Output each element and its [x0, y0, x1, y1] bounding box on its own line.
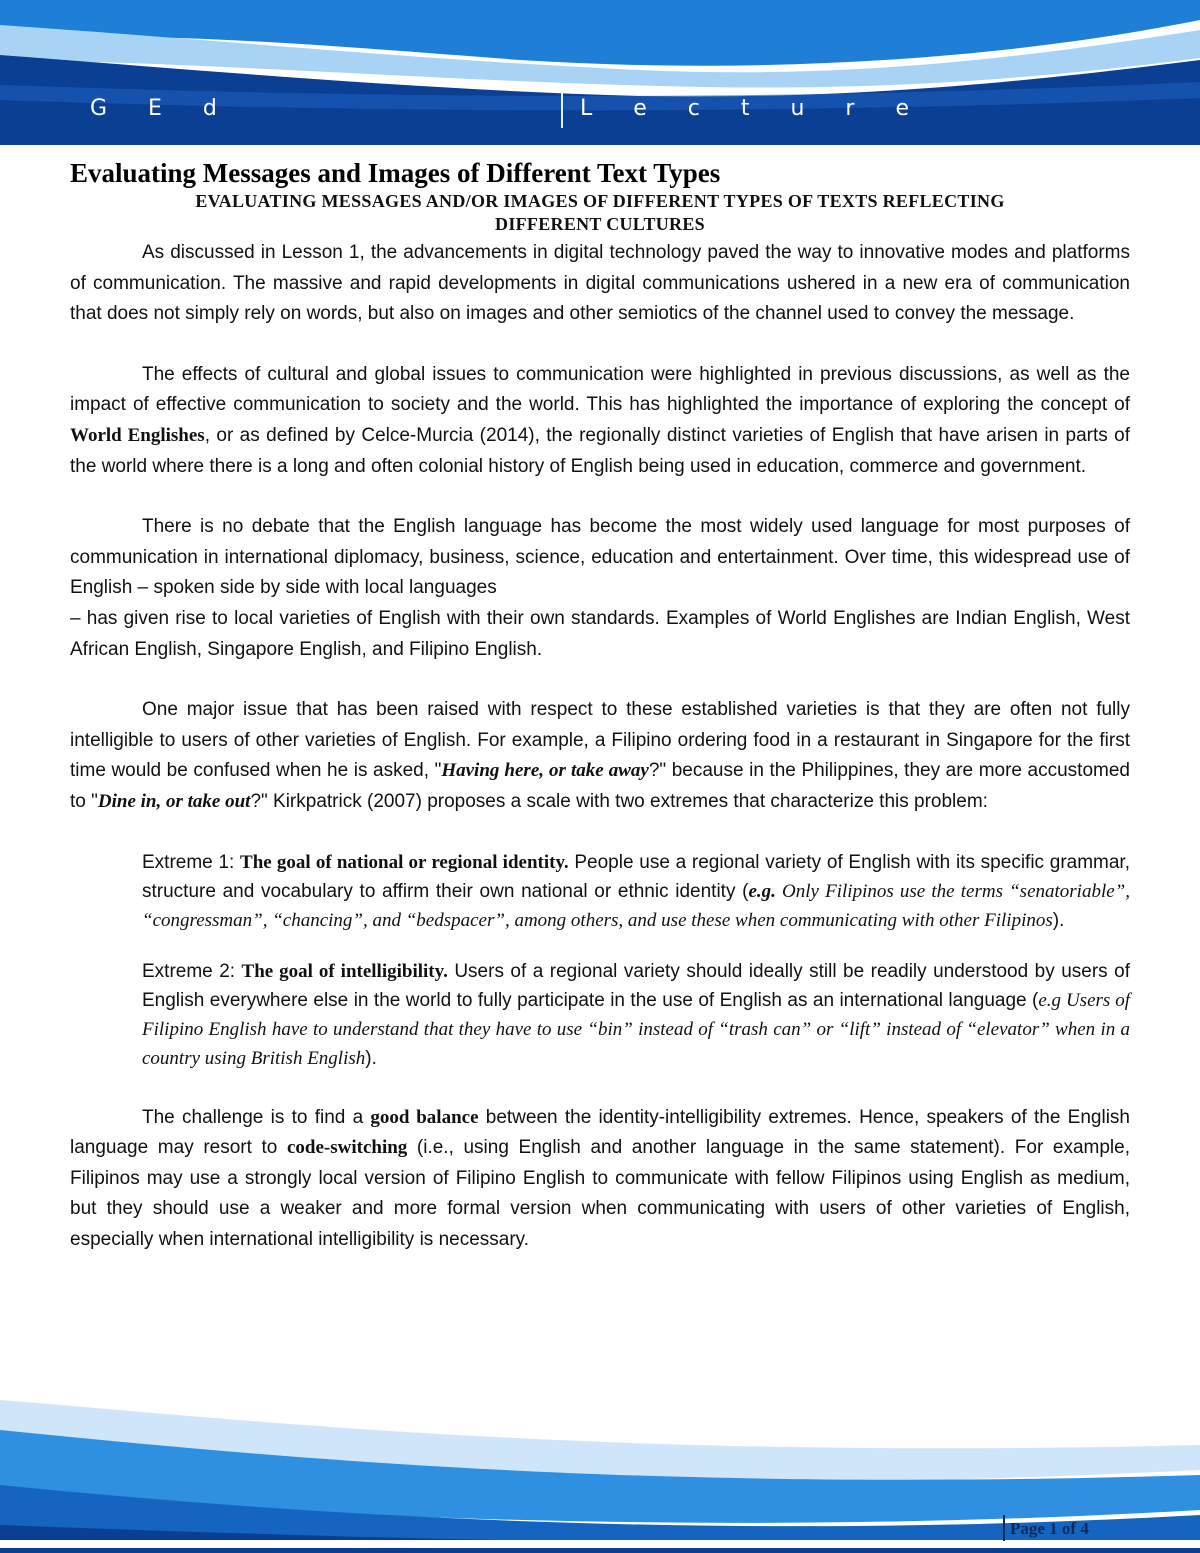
term-code-switching: code-switching: [286, 1137, 408, 1159]
p5-text-b: between the identity-intelligibility extremes. Hence, speakers of the English language may resort to: [70, 1106, 1130, 1159]
paragraph-4: [70, 695, 1130, 817]
paragraph-3: There is no debate that the English language has become the most widely used language for most purposes of communication in international diplomacy, business, science, education and entertainment. Over time, this widespread use of English – spoken side by side with local languages: [70, 516, 1130, 599]
header-banner: [0, 0, 1200, 145]
header-section-label: L e c t u r e: [580, 96, 926, 121]
paragraph-5: [70, 1103, 1130, 1256]
footer-divider: [1003, 1515, 1005, 1541]
paragraph-1: As discussed in Lesson 1, the advancements in digital technology paved the way to innovative modes and platforms of communication. The massive and rapid developments in digital communications ushered in a new era of communication that does not simply rely on words, but also on images and other semiotics of the channel used to convey the message.: [70, 242, 1130, 325]
extreme-2-text: Users of a regional variety should ideally still be readily understood by users of English everywhere else in the world to fully participate in the use of English as an international language (: [142, 960, 1130, 1011]
extreme-2-end: ).: [365, 1047, 377, 1069]
p5-text-c: (i.e., using English and another language in the same statement). For example, Filipinos may use a strongly local version of Filipino English to communicate with fellow Filipinos using English as medium, but they should use a weaker and more formal version when communicating with users of other varieties of English, especially when international intelligibility is necessary.: [70, 1137, 1130, 1250]
header-course-label: G E d: [90, 96, 234, 121]
extreme-2-example: e.g Users of Filipino English have to understand that they have to use “bin” instead of “trash can” or “lift” instead of “elevator” when in a country using British English: [142, 989, 1130, 1069]
extreme-1-example: Only Filipinos use the terms “senatoriable”, “congressman”, “chancing”, and “bedspacer”, among others, and use these when communicating with other Filipinos: [142, 880, 1130, 931]
p5-text-a: The challenge is to find a: [142, 1106, 371, 1128]
document-title: Evaluating Messages and Images of Different Text Types: [70, 158, 721, 188]
extreme-2: [70, 957, 1130, 1073]
paragraph-2: [70, 360, 1130, 482]
extreme-1-label: Extreme 1:: [142, 851, 241, 873]
document-subtitle-line2: DIFFERENT CULTURES: [495, 214, 705, 234]
extreme-2-label: Extreme 2:: [142, 960, 242, 982]
quote-dine-in: Dine in, or take out: [97, 790, 251, 812]
extreme-1-end: ).: [1052, 909, 1065, 931]
p2-text-b: , or as defined by Celce-Murcia (2014), the regionally distinct varieties of English that have arisen in parts of the world where there is a long and often colonial history of English being used in education, commerce and government.: [70, 424, 1130, 477]
p2-text-a: The effects of cultural and global issues to communication were highlighted in previous discussions, as well as the impact of effective communication to society and the world. This has highlighted the importance of exploring the concept of: [70, 363, 1130, 416]
header-divider: [561, 92, 563, 128]
extreme-1: [70, 848, 1130, 935]
extreme-1-heading: The goal of national or regional identity.: [240, 851, 569, 873]
p4-text-c: ?" Kirkpatrick (2007) proposes a scale with two extremes that characterize this problem:: [250, 790, 988, 812]
extreme-2-heading: The goal of intelligibility.: [241, 960, 448, 982]
document-body: [70, 150, 1130, 1285]
term-world-englishes: World Englishes: [70, 424, 205, 446]
extreme-1-text: People use a regional variety of English with its specific grammar, structure and vocabulary to affirm their own national or ethnic identity (: [142, 851, 1130, 902]
quote-having-here: Having here, or take away: [441, 760, 649, 782]
document-subtitle-line1: EVALUATING MESSAGES AND/OR IMAGES OF DIFFERENT TYPES OF TEXTS REFLECTING: [195, 191, 1005, 211]
term-good-balance: good balance: [370, 1106, 479, 1128]
page-number: Page 1 of 4: [1010, 1519, 1089, 1538]
p4-text-a: One major issue that has been raised with respect to these established varieties is that they are often not fully intelligible to users of other varieties of English. For example, a Filipino ordering food in a restaurant in Singapore for the first time would be confused when he is asked, ": [70, 699, 1130, 782]
extreme-1-eg: e.g.: [748, 880, 776, 902]
p4-text-b: ?" because in the Philippines, they are more accustomed to ": [70, 760, 1130, 812]
paragraph-3-continued: – has given rise to local varieties of English with their own standards. Examples of World Englishes are Indian English, West African English, Singapore English, and Filipino English.: [70, 607, 1130, 660]
